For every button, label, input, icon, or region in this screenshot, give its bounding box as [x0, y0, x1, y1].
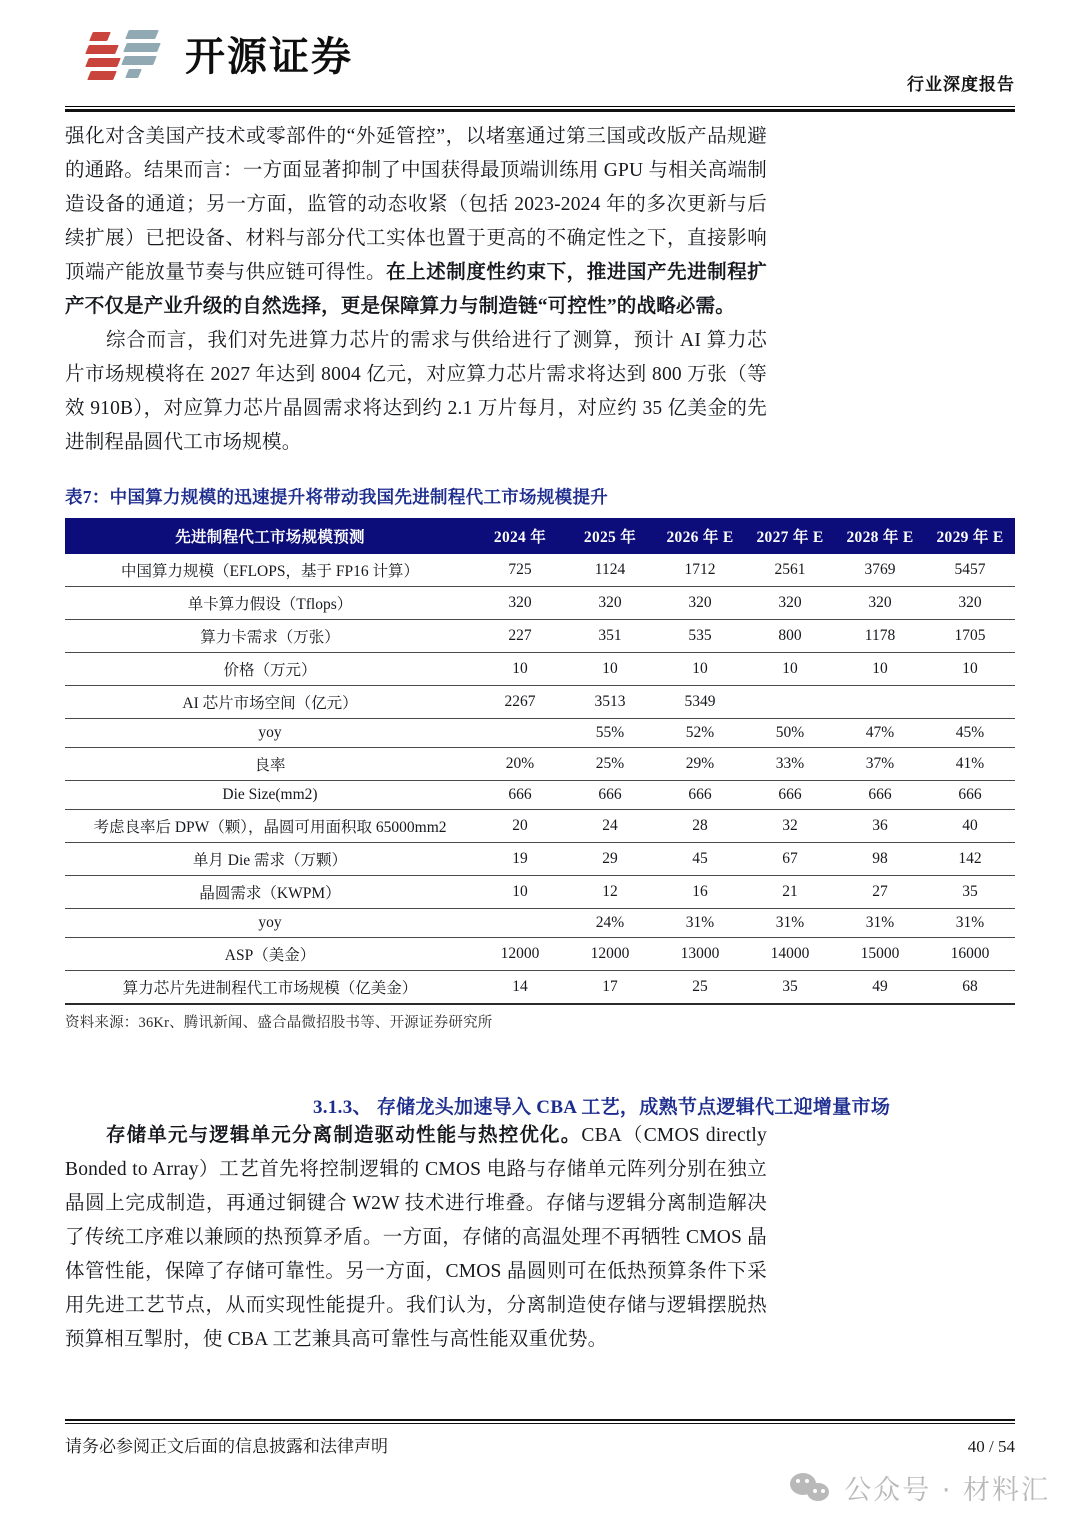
row-label: yoy	[65, 909, 475, 938]
row-label: 单月 Die 需求（万颗）	[65, 843, 475, 876]
cell-2024: 12000	[475, 938, 565, 971]
table-row	[65, 554, 1015, 587]
cell-2026: 29%	[655, 748, 745, 781]
cell-2027: 35	[745, 971, 835, 1005]
cell-2025: 17	[565, 971, 655, 1005]
cell-2027: 33%	[745, 748, 835, 781]
table-row	[65, 843, 1015, 876]
brand-logo	[87, 26, 353, 88]
cell-2024	[475, 909, 565, 938]
cell-2027: 800	[745, 620, 835, 653]
table-row	[65, 748, 1015, 781]
cell-2028: 31%	[835, 909, 925, 938]
cell-2025: 24	[565, 810, 655, 843]
cell-2024: 2267	[475, 686, 565, 719]
table-row	[65, 781, 1015, 810]
cell-2024: 10	[475, 653, 565, 686]
cell-2028: 15000	[835, 938, 925, 971]
cell-2024: 20	[475, 810, 565, 843]
cell-2026: 31%	[655, 909, 745, 938]
cell-2024: 227	[475, 620, 565, 653]
cell-2025: 55%	[565, 719, 655, 748]
cell-2029: 5457	[925, 554, 1015, 587]
table-header-row	[65, 518, 1015, 554]
cell-2029: 31%	[925, 909, 1015, 938]
page-header	[65, 18, 1015, 118]
paragraph-1-emphasis: 在上述制度性约束下，推进国产先进制程扩产不仅是产业升级的自然选择，更是保障算力与制造链“可控性”的战略必需。	[65, 262, 767, 317]
cell-2025: 320	[565, 587, 655, 620]
cell-2025: 10	[565, 653, 655, 686]
cell-2029: 320	[925, 587, 1015, 620]
paragraph-export-control	[65, 120, 767, 324]
paragraph-3-emphasis: 存储单元与逻辑单元分离制造驱动性能与热控优化。	[105, 1125, 582, 1146]
cell-2026: 13000	[655, 938, 745, 971]
row-label: 中国算力规模（EFLOPS，基于 FP16 计算）	[65, 554, 475, 587]
footer-rule-thin	[65, 1423, 1015, 1424]
cell-2025: 351	[565, 620, 655, 653]
cell-2029: 41%	[925, 748, 1015, 781]
cell-2027: 50%	[745, 719, 835, 748]
row-label: Die Size(mm2)	[65, 781, 475, 810]
cell-2026: 1712	[655, 554, 745, 587]
cell-2028: 37%	[835, 748, 925, 781]
cell-2029: 142	[925, 843, 1015, 876]
cell-2024: 666	[475, 781, 565, 810]
cell-2028: 320	[835, 587, 925, 620]
table-row	[65, 686, 1015, 719]
brand-name: 开源证券	[185, 34, 353, 80]
row-label: 晶圆需求（KWPM）	[65, 876, 475, 909]
cell-2027: 2561	[745, 554, 835, 587]
cell-2024: 19	[475, 843, 565, 876]
cell-2025: 666	[565, 781, 655, 810]
cell-2028: 1178	[835, 620, 925, 653]
row-label: AI 芯片市场空间（亿元）	[65, 686, 475, 719]
cell-2025: 1124	[565, 554, 655, 587]
report-type-label: 行业深度报告	[907, 75, 1015, 94]
cell-2028: 36	[835, 810, 925, 843]
cell-2027	[745, 686, 835, 719]
section-heading-3-1-3: 3.1.3、 存储龙头加速导入 CBA 工艺，成熟节点逻辑代工迎增量市场	[313, 1097, 891, 1118]
table-row	[65, 653, 1015, 686]
watermark-text: 公众号 · 材料汇	[844, 1475, 1050, 1506]
cell-2028: 47%	[835, 719, 925, 748]
wechat-watermark	[790, 1468, 1050, 1507]
cell-2028: 49	[835, 971, 925, 1005]
row-label: 算力卡需求（万张）	[65, 620, 475, 653]
cell-2026: 535	[655, 620, 745, 653]
cell-2029: 35	[925, 876, 1015, 909]
paragraph-cba-process	[65, 1119, 767, 1357]
cell-2029: 68	[925, 971, 1015, 1005]
cell-2027: 32	[745, 810, 835, 843]
cell-2029: 10	[925, 653, 1015, 686]
table-caption: 表7：中国算力规模的迅速提升将带动我国先进制程代工市场规模提升	[65, 487, 609, 507]
cell-2027: 31%	[745, 909, 835, 938]
table-col-header-2027e: 2027 年 E	[745, 518, 835, 554]
table-row	[65, 620, 1015, 653]
cell-2027: 10	[745, 653, 835, 686]
cell-2026: 28	[655, 810, 745, 843]
cell-2028	[835, 686, 925, 719]
cell-2026: 45	[655, 843, 745, 876]
table-row	[65, 719, 1015, 748]
table-row	[65, 587, 1015, 620]
cell-2029: 1705	[925, 620, 1015, 653]
cell-2029: 16000	[925, 938, 1015, 971]
paragraph-market-forecast: 综合而言，我们对先进算力芯片的需求与供给进行了测算，预计 AI 算力芯片市场规模将在 2027 年达到 8004 亿元，对应算力芯片需求将达到 800 万张（等效 910B），对应算力芯片晶圆需求将达到约 2.1 万片每月，对应约 35 亿美金的先进制程晶圆代工市场规模。	[65, 330, 767, 453]
wechat-icon	[790, 1473, 832, 1503]
table-row	[65, 876, 1015, 909]
table-col-header-2024: 2024 年	[475, 518, 565, 554]
cell-2028: 666	[835, 781, 925, 810]
cell-2027: 67	[745, 843, 835, 876]
cell-2025: 25%	[565, 748, 655, 781]
row-label: 价格（万元）	[65, 653, 475, 686]
cell-2025: 29	[565, 843, 655, 876]
footer-rule-thick	[65, 1419, 1015, 1421]
cell-2024: 10	[475, 876, 565, 909]
cell-2026: 666	[655, 781, 745, 810]
cell-2028: 98	[835, 843, 925, 876]
cell-2025: 12000	[565, 938, 655, 971]
cell-2029: 45%	[925, 719, 1015, 748]
cell-2027: 14000	[745, 938, 835, 971]
cell-2029: 40	[925, 810, 1015, 843]
row-label: 算力芯片先进制程代工市场规模（亿美金）	[65, 971, 475, 1005]
table-row	[65, 938, 1015, 971]
page-content	[65, 120, 1015, 1357]
advanced-node-foundry-forecast-table	[65, 518, 1015, 1005]
cell-2026: 52%	[655, 719, 745, 748]
cell-2027: 666	[745, 781, 835, 810]
table-row	[65, 971, 1015, 1005]
footer-page-number: 40 / 54	[967, 1437, 1015, 1456]
cell-2028: 10	[835, 653, 925, 686]
table-col-header-metric: 先进制程代工市场规模预测	[65, 518, 475, 554]
cell-2024: 14	[475, 971, 565, 1005]
table-col-header-2029e: 2029 年 E	[925, 518, 1015, 554]
table-row	[65, 909, 1015, 938]
header-rule-thin	[65, 106, 1015, 107]
cell-2029: 666	[925, 781, 1015, 810]
cell-2025: 24%	[565, 909, 655, 938]
row-label: yoy	[65, 719, 475, 748]
row-label: 单卡算力假设（Tflops）	[65, 587, 475, 620]
cell-2024: 725	[475, 554, 565, 587]
cell-2029	[925, 686, 1015, 719]
row-label: 考虑良率后 DPW（颗），晶圆可用面积取 65000mm2	[65, 810, 475, 843]
row-label: 良率	[65, 748, 475, 781]
cell-2026: 25	[655, 971, 745, 1005]
cell-2026: 10	[655, 653, 745, 686]
open-source-securities-logo-icon	[87, 26, 173, 88]
cell-2025: 3513	[565, 686, 655, 719]
paragraph-1-text: 强化对含美国产技术或零部件的“外延管控”，以堵塞通过第三国或改版产品规避的通路。结果而言：一方面显著抑制了中国获得最顶端训练用 GPU 与相关高端制造设备的通道；另一方面，监管的动态收紧（包括 2023-2024 年的多次更新与后续扩展）已把设备、材料与部分代工实体也置于更高的不确定性之下，直接影响顶端产能放量节奏与供应链可得性。	[65, 126, 767, 283]
table-col-header-2025: 2025 年	[565, 518, 655, 554]
table-col-header-2026e: 2026 年 E	[655, 518, 745, 554]
cell-2026: 5349	[655, 686, 745, 719]
header-rule-thick	[65, 109, 1015, 112]
table-row	[65, 810, 1015, 843]
cell-2028: 27	[835, 876, 925, 909]
footer-disclaimer: 请务必参阅正文后面的信息披露和法律声明	[65, 1437, 388, 1456]
cell-2027: 21	[745, 876, 835, 909]
table-body	[65, 554, 1015, 1004]
cell-2024	[475, 719, 565, 748]
page-footer	[65, 1419, 1015, 1457]
cell-2028: 3769	[835, 554, 925, 587]
table-col-header-2028e: 2028 年 E	[835, 518, 925, 554]
cell-2027: 320	[745, 587, 835, 620]
cell-2024: 20%	[475, 748, 565, 781]
cell-2024: 320	[475, 587, 565, 620]
cell-2025: 12	[565, 876, 655, 909]
row-label: ASP（美金）	[65, 938, 475, 971]
cell-2026: 16	[655, 876, 745, 909]
table-source-note: 资料来源：36Kr、腾讯新闻、盛合晶微招股书等、开源证券研究所	[65, 1015, 493, 1031]
cell-2026: 320	[655, 587, 745, 620]
paragraph-3-text: CBA（CMOS directly Bonded to Array）工艺首先将控制逻辑的 CMOS 电路与存储单元阵列分别在独立晶圆上完成制造，再通过铜键合 W2W 技术进行堆叠。存储与逻辑分离制造解决了传统工序难以兼顾的热预算矛盾。一方面，存储的高温处理不再牺牲 CMOS 晶体管性能，保障了存储可靠性。另一方面，CMOS 晶圆则可在低热预算条件下采用先进工艺节点，从而实现性能提升。我们认为，分离制造使存储与逻辑摆脱热预算相互掣肘，使 CBA 工艺兼具高可靠性与高性能双重优势。	[65, 1125, 767, 1350]
